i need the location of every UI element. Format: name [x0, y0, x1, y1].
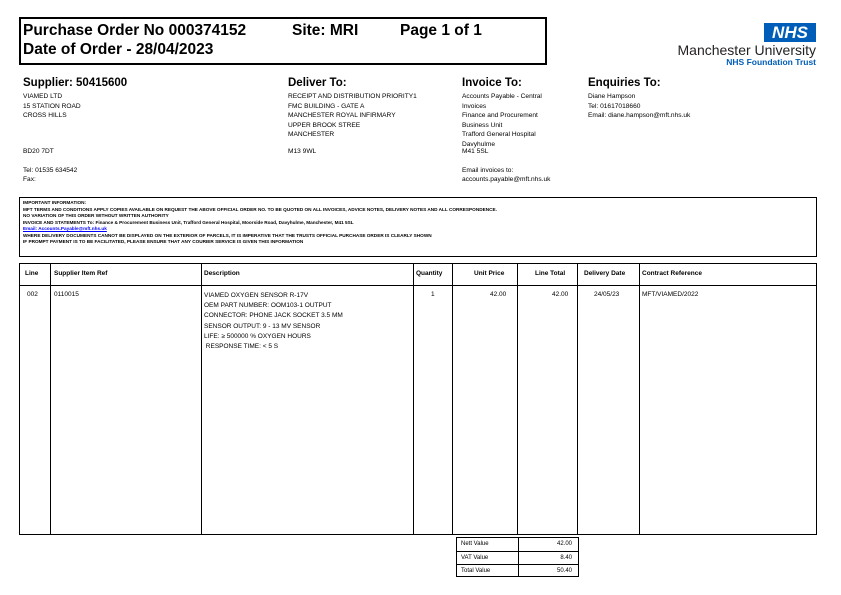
invoice-address-line: Trafford General Hospital: [462, 131, 536, 138]
order-lines-table: [19, 263, 817, 535]
invoice-email-label: Email invoices to:: [462, 167, 514, 174]
row-line-total: 42.00: [552, 291, 569, 298]
delivery-address-line: MANCHESTER ROYAL INFIRMARY: [288, 112, 396, 119]
organisation-name: Manchester University: [677, 42, 816, 58]
column-header-quantity: Quantity: [416, 270, 443, 277]
info-line: WHERE DELIVERY DOCUMENTS CANNOT BE DISPLAYED ON THE EXTERIOR OF PARCELS, IT IS IMPERATIVE THAT THE TRUSTS OFFICIAL PURCHASE ORDER IS CLEARLY SHOWN: [23, 232, 432, 238]
enquiries-tel: Tel: 01617018660: [588, 102, 641, 110]
column-divider: [413, 264, 414, 534]
description-line: RESPONSE TIME: < 5 S: [204, 343, 279, 351]
totals-box: [456, 537, 579, 577]
deliver-to-block: [288, 77, 417, 140]
supplier-postcode: BD20 7DT: [23, 148, 54, 155]
accounts-payable-email-link[interactable]: Email: Accounts.Payable@mft.nhs.uk: [23, 226, 107, 231]
vat-value: 8.40: [560, 555, 572, 561]
description-line: SENSOR OUTPUT: 9 - 13 MV SENSOR: [204, 322, 321, 330]
delivery-address-line: MANCHESTER: [288, 131, 335, 138]
organisation-subtitle: NHS Foundation Trust: [726, 57, 816, 67]
enquiries-email: Email: diane.hampson@mft.nhs.uk: [588, 112, 691, 119]
vat-value-row: [457, 551, 578, 565]
row-quantity: 1: [431, 291, 435, 298]
invoice-to-block: [462, 77, 542, 149]
vat-value-label: VAT Value: [461, 555, 489, 561]
purchase-order-number: Purchase Order No 000374152: [23, 22, 247, 39]
description-line: VIAMED OXYGEN SENSOR R-17V: [204, 292, 309, 299]
row-delivery-date: 24/05/23: [594, 291, 620, 298]
header-divider: [20, 285, 816, 286]
column-header-ref: Supplier Item Ref: [54, 270, 108, 277]
delivery-postcode: M13 9WL: [288, 148, 317, 155]
supplier-title: Supplier: 50415600: [23, 77, 128, 89]
column-divider: [639, 264, 640, 534]
info-line: MFT TERMS AND CONDITIONS APPLY COPIES AVAILABLE ON REQUEST THE ABOVE OFFICIAL ORDER NO. TO BE QUOTED ON ALL INVOICES, ADVICE NOTES, DELIVERY NOTES AND ALL CORRESPONDENCE.: [23, 206, 497, 212]
invoice-to-title: Invoice To:: [462, 77, 522, 89]
description-line: LIFE: ≥ 500000 % OXYGEN HOURS: [204, 332, 311, 340]
site-label: Site: MRI: [292, 22, 359, 39]
invoice-postcode: M41 5SL: [462, 148, 489, 155]
column-divider: [452, 264, 453, 534]
enquiries-title: Enquiries To:: [588, 77, 661, 89]
total-value-label: Total Value: [461, 568, 491, 574]
invoice-address-line: Finance and Procurement: [462, 112, 538, 119]
invoice-address-line: Invoices: [462, 102, 487, 110]
description-line: OEM PART NUMBER: OOM103-1 OUTPUT: [204, 302, 332, 310]
delivery-address-line: RECEIPT AND DISTRIBUTION PRIORITY1: [288, 93, 417, 100]
info-line: NO VARIATION OF THIS ORDER WITHOUT WRITTEN AUTHORITY: [23, 213, 169, 218]
important-information-box: [19, 197, 817, 257]
row-supplier-ref: 0110015: [54, 291, 79, 298]
column-header-unit-price: Unit Price: [474, 270, 505, 277]
info-heading: IMPORTANT INFORMATION:: [23, 200, 87, 205]
row-unit-price: 42.00: [490, 291, 507, 298]
net-value-label: Nett Value: [461, 541, 489, 547]
nhs-logo-badge: NHS: [764, 23, 816, 42]
column-header-line: Line: [25, 270, 39, 277]
row-description: [204, 291, 343, 352]
delivery-address-line: UPPER BROOK STREE: [288, 121, 361, 129]
enquiries-contact-name: Diane Hampson: [588, 93, 636, 100]
supplier-block: [23, 77, 127, 121]
column-header-delivery-date: Delivery Date: [584, 270, 626, 277]
supplier-tel: Tel: 01535 634542: [23, 167, 78, 174]
net-value: 42.00: [556, 541, 572, 547]
supplier-fax: Fax:: [23, 176, 36, 183]
column-divider: [577, 264, 578, 534]
enquiries-block: [588, 77, 690, 121]
total-value: 50.40: [556, 568, 572, 574]
supplier-address-line: 15 STATION ROAD: [23, 102, 81, 110]
net-value-row: [457, 538, 578, 551]
invoice-address-line: Business Unit: [462, 121, 503, 129]
supplier-address-line: VIAMED LTD: [23, 93, 63, 100]
info-line: INVOICE AND STATEMENTS To: Finance & Procurement Business Unit, Trafford General Hospital, Moorside Road, Davyhulme, Manchester, M41 5SL: [23, 219, 354, 225]
invoice-address-line: Davyhulme: [462, 140, 495, 148]
page-indicator: Page 1 of 1: [400, 22, 482, 39]
invoice-email: accounts.payable@mft.nhs.uk: [462, 176, 551, 183]
total-value-row: [457, 564, 578, 578]
deliver-to-title: Deliver To:: [288, 77, 347, 89]
column-divider: [201, 264, 202, 534]
supplier-address-line: CROSS HILLS: [23, 112, 67, 119]
description-line: CONNECTOR: PHONE JACK SOCKET 3.5 MM: [204, 312, 343, 320]
column-header-contract: Contract Reference: [642, 270, 702, 277]
order-date: Date of Order - 28/04/2023: [23, 41, 214, 58]
column-divider: [50, 264, 51, 534]
row-contract-reference: MFT/VIAMED/2022: [642, 291, 699, 298]
row-line-number: 002: [27, 291, 38, 298]
invoice-address-line: Accounts Payable - Central: [462, 93, 542, 100]
column-header-description: Description: [204, 270, 240, 277]
column-header-line-total: Line Total: [535, 270, 566, 277]
delivery-address-line: FMC BUILDING - GATE A: [288, 102, 365, 110]
column-divider: [517, 264, 518, 534]
info-line: IF PROMPT PAYMENT IS TO BE FACILITATED, PLEASE ENSURE THAT ANY COURIER SERVICE IS GIVEN THIS INFORMATION: [23, 239, 304, 244]
